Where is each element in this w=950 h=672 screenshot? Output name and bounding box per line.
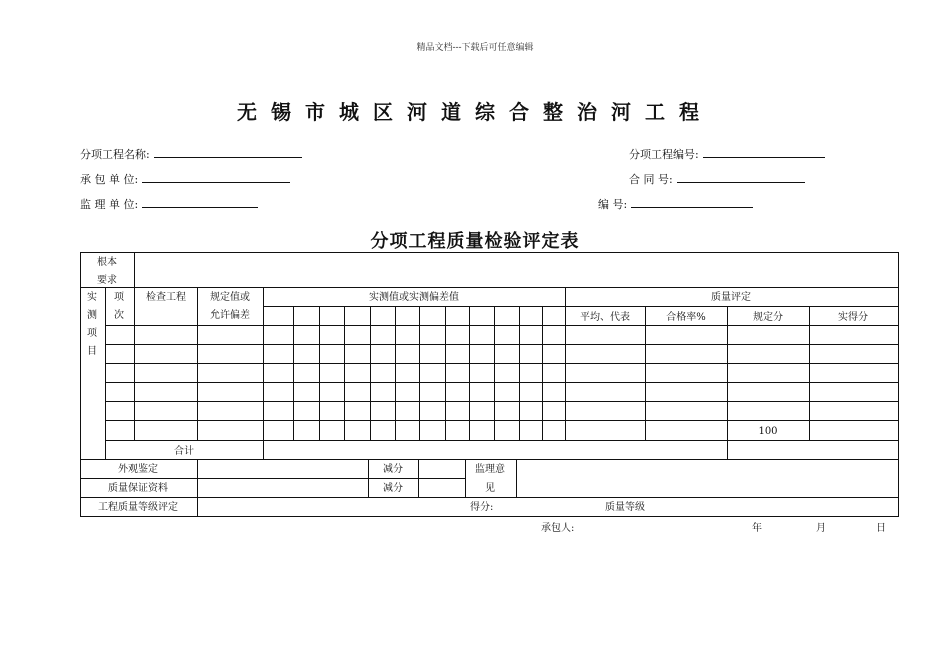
day-label: 日 <box>876 523 886 534</box>
measured-items-label-3: 项 <box>87 328 97 339</box>
appearance-label: 外观鉴定 <box>118 464 158 475</box>
subproject-no-label: 分项工程编号: <box>629 148 699 161</box>
measured-items-label-1: 实 <box>87 292 97 303</box>
measured-items-label-2: 测 <box>87 310 97 321</box>
contract-no-label: 合 同 号: <box>629 173 673 186</box>
item-no-label-2: 次 <box>114 310 124 321</box>
contractor-sign-label: 承包人: <box>541 523 575 534</box>
subproject-name-label: 分项工程名称: <box>80 148 150 161</box>
pass-rate-label: 合格率% <box>666 312 706 323</box>
quality-eval-label: 质量评定 <box>711 292 751 303</box>
contractor-unit-label: 承 包 单 位: <box>80 173 139 186</box>
spec-score-label: 规定分 <box>753 312 783 323</box>
document-title: 无锡市城区河道综合整治河工程 <box>237 100 713 124</box>
deduct-label-1: 减分 <box>383 464 403 475</box>
supervisor-opinion-label-1: 监理意 <box>475 464 505 475</box>
form-subtitle: 分项工程质量检验评定表 <box>370 231 580 252</box>
deduct-label-2: 减分 <box>383 483 403 494</box>
measured-values-label: 实测值或实测偏差值 <box>369 292 459 303</box>
avg-rep-label: 平均、代表 <box>580 312 630 323</box>
check-project-label: 检查工程 <box>146 292 186 303</box>
quality-docs-label: 质量保证资料 <box>108 483 168 494</box>
supervisor-opinion-label-2: 见 <box>485 483 495 494</box>
spec-value-label-2: 允许偏差 <box>210 310 250 321</box>
total-label: 合计 <box>174 446 194 457</box>
score-100-value: 100 <box>758 426 778 437</box>
actual-score-label: 实得分 <box>838 312 868 323</box>
grade-eval-label: 工程质量等级评定 <box>98 502 178 513</box>
basic-req-label-1: 根本 <box>97 257 117 268</box>
table-border <box>81 253 899 517</box>
table-grid <box>80 252 899 517</box>
item-no-label-1: 项 <box>114 292 124 303</box>
quality-grade-label: 质量等级 <box>605 502 645 513</box>
supervision-unit-label: 监 理 单 位: <box>80 198 139 211</box>
serial-no-label: 编 号: <box>598 198 628 211</box>
measured-items-label-4: 目 <box>87 346 97 357</box>
basic-req-label-2: 要求 <box>97 275 117 286</box>
header-note: 精品文档---下载后可任意编辑 <box>416 43 534 53</box>
score-label: 得分: <box>470 502 494 513</box>
spec-value-label-1: 规定值或 <box>210 292 250 303</box>
year-label: 年 <box>752 523 762 534</box>
month-label: 月 <box>816 523 826 534</box>
